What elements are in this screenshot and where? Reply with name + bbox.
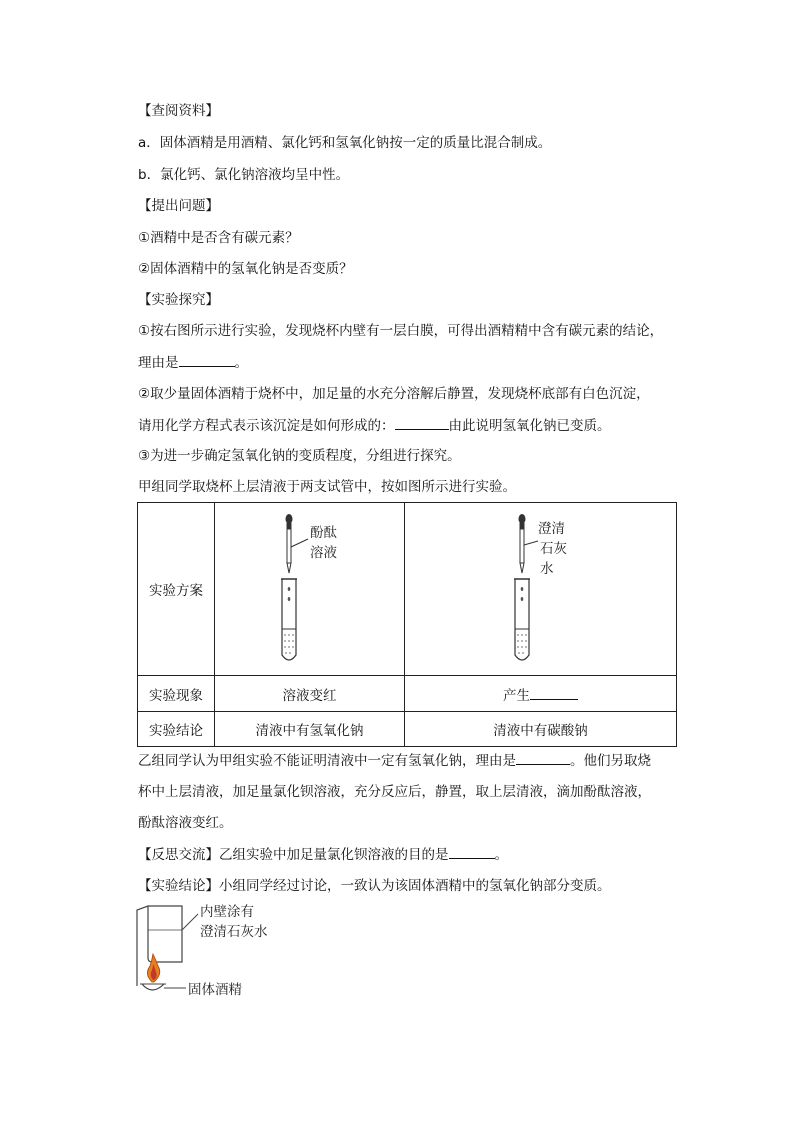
group-b-line3: 酚酞溶液变红。	[138, 815, 233, 831]
answer-blank-equation[interactable]	[395, 415, 449, 430]
conclusion-line: 【实验结论】小组同学经过讨论，一致认为该固体酒精中的氢氧化钠部分变质。	[138, 878, 611, 894]
section-question-heading: 【提出问题】	[138, 198, 219, 214]
conclusion-col2: 清液中有碳酸钠	[405, 712, 677, 747]
question-1: ①酒精中是否含有碳元素？	[138, 230, 299, 246]
material-b: b．氯化钙、氯化钠溶液均呈中性。	[138, 167, 350, 183]
explore-1-end: 。	[234, 355, 248, 371]
answer-blank-phenomenon[interactable]	[530, 685, 578, 700]
section-explore-heading: 【实验探究】	[138, 292, 219, 308]
phenomenon-col2-prefix: 产生	[503, 687, 530, 704]
answer-blank-reason[interactable]	[179, 352, 235, 367]
reflect-line	[138, 844, 508, 865]
beaker-wall-label-line2: 澄清石灰水	[200, 924, 268, 940]
reagent-label-line3: 水	[539, 561, 553, 577]
dropper-bulb-icon	[285, 514, 292, 524]
dropper-bulb-icon	[518, 514, 525, 524]
beaker-flame-figure	[130, 900, 300, 1000]
explore-2-equation-label: 请用化学方程式表示该沉淀是如何形成的：	[138, 418, 395, 434]
row-label-plan: 实验方案	[138, 503, 215, 676]
test-tube-icon	[282, 579, 296, 660]
phenomenon-col2	[405, 676, 677, 712]
row-label-conclusion: 实验结论	[138, 712, 215, 747]
plan-cell-phenolphthalein	[215, 503, 405, 676]
group-b-line1	[138, 750, 651, 771]
plan-cell-limewater	[405, 503, 677, 676]
beaker-wall-label-line1: 内壁涂有	[200, 904, 254, 920]
explore-2-line1: ②取少量固体酒精于烧杯中，加足量的水充分溶解后静置，发现烧杯底部有白色沉淀，	[138, 386, 650, 402]
group-b-reason-label: 乙组同学认为甲组实验不能证明清液中一定有氢氧化钠，理由是	[138, 753, 516, 769]
group-b-line1-end: 。他们另取烧	[570, 753, 651, 769]
group-a-intro: 甲组同学取烧杯上层清液于两支试管中，按如图所示进行实验。	[138, 479, 516, 495]
explore-1-reason-label: 理由是	[138, 355, 179, 371]
table-row-phenomenon	[138, 676, 677, 712]
explore-2-end: 由此说明氢氧化钠已变质。	[448, 418, 611, 434]
reagent-label-line1: 酚酞	[309, 525, 337, 541]
phenomenon-col1: 溶液变红	[215, 676, 405, 712]
answer-blank-group-b-reason[interactable]	[516, 750, 570, 765]
experiment-table	[137, 502, 677, 747]
table-row-conclusion	[138, 712, 677, 747]
conclusion-col1: 清液中有氢氧化钠	[215, 712, 405, 747]
section-materials-heading: 【查阅资料】	[138, 103, 219, 119]
alcohol-dish-icon	[142, 984, 164, 990]
group-b-line2: 杯中上层清液，加足量氯化钡溶液，充分反应后，静置，取上层清液，滴加酚酞溶液，	[138, 784, 651, 800]
reflect-label: 【反思交流】乙组实验中加足量氯化钡溶液的目的是	[138, 847, 449, 863]
reagent-label-line2: 石灰	[539, 541, 567, 557]
explore-1-line1: ①按右图所示进行实验，发现烧杯内壁有一层白膜，可得出酒精精中含有碳元素的结论，	[138, 323, 664, 339]
test-tube-icon	[515, 579, 529, 660]
question-2: ②固体酒精中的氢氧化钠是否变质？	[138, 261, 353, 277]
dropper-test-tube-limewater-figure	[406, 503, 676, 671]
table-row-plan	[138, 503, 677, 676]
reagent-label-line2: 溶液	[309, 545, 337, 561]
reagent-label-line1: 澄清	[537, 521, 565, 537]
dropper-test-tube-phenolphthalein-figure	[216, 503, 404, 671]
solid-alcohol-label: 固体酒精	[188, 982, 242, 998]
reflect-end: 。	[494, 847, 508, 863]
material-a: a．固体酒精是用酒精、氯化钙和氢氧化钠按一定的质量比混合制成。	[138, 135, 552, 151]
row-label-phenomenon: 实验现象	[138, 676, 215, 712]
answer-blank-reflect[interactable]	[449, 844, 495, 859]
explore-2-line2	[138, 415, 611, 436]
explore-1-line2	[138, 352, 248, 373]
explore-3: ③为进一步确定氢氧化钠的变质程度，分组进行探究。	[138, 448, 461, 464]
